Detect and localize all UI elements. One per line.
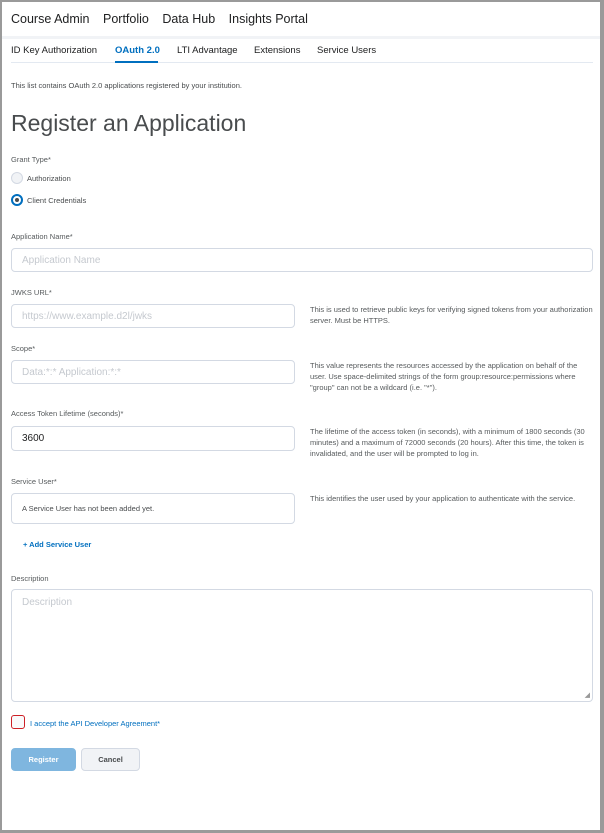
service-user-label: Service User* [11, 477, 57, 486]
tab-divider [11, 62, 593, 63]
nav-course-admin[interactable]: Course Admin [11, 12, 90, 26]
resize-handle-icon[interactable]: ◢ [584, 692, 590, 699]
token-lifetime-help: The lifetime of the access token (in seconds), with a minimum of 1800 seconds (30 minutes) and a maximum of 72000 seconds (20 hours). After this time, the token is invalidated, and the user will be prompted to log in. [310, 427, 585, 458]
active-tab-indicator [115, 61, 158, 63]
scope-input[interactable]: Data:*:* Application:*:* [11, 360, 295, 384]
agreement-checkbox[interactable] [11, 715, 25, 729]
jwks-label: JWKS URL* [11, 288, 52, 297]
description-placeholder: Description [22, 597, 73, 608]
tab-extensions[interactable]: Extensions [254, 45, 301, 56]
app-name-input[interactable]: Application Name [11, 248, 593, 272]
cancel-button[interactable]: Cancel [81, 748, 140, 771]
radio-authorization[interactable] [11, 172, 23, 184]
radio-client-credentials-label[interactable]: Client Credentials [27, 196, 87, 205]
nav-data-hub[interactable]: Data Hub [162, 12, 216, 26]
description-textarea[interactable] [11, 589, 593, 702]
scope-label: Scope* [11, 344, 36, 353]
scope-help: This value represents the resources accessed by the application on behalf of the user. Use space-delimited strings of the form group:resource:permissions where "group" can not be a wildcard (i.e. "*"). [310, 361, 578, 392]
page [2, 2, 600, 830]
info-text: This list contains OAuth 2.0 applications registered by your institution. [11, 81, 242, 90]
token-lifetime-input[interactable]: 3600 [11, 426, 295, 451]
nav-insights-portal[interactable]: Insights Portal [228, 12, 308, 26]
tab-oauth-2[interactable]: OAuth 2.0 [115, 45, 160, 56]
add-service-user-link[interactable]: + Add Service User [23, 540, 92, 549]
grant-type-label: Grant Type* [11, 155, 51, 164]
nav-portfolio[interactable]: Portfolio [103, 12, 149, 26]
token-lifetime-label: Access Token Lifetime (seconds)* [11, 409, 124, 418]
nav-divider [2, 36, 600, 39]
service-user-box: A Service User has not been added yet. [11, 493, 295, 524]
top-nav [11, 12, 318, 26]
radio-client-credentials[interactable] [11, 194, 23, 206]
service-user-help: This identifies the user used by your application to authenticate with the service. [310, 494, 576, 503]
page-title: Register an Application [11, 110, 247, 136]
app-name-label: Application Name* [11, 232, 73, 241]
tab-id-key-authorization[interactable]: ID Key Authorization [11, 45, 98, 56]
jwks-help: This is used to retrieve public keys for verifying signed tokens from your authorization server. Must be HTTPS. [310, 305, 593, 325]
tab-lti-advantage[interactable]: LTI Advantage [177, 45, 238, 56]
radio-authorization-label[interactable]: Authorization [27, 174, 71, 183]
jwks-url-input[interactable]: https://www.example.d2l/jwks [11, 304, 295, 328]
register-button[interactable]: Register [11, 748, 76, 771]
description-label: Description [11, 574, 49, 583]
tab-service-users[interactable]: Service Users [317, 45, 377, 56]
agreement-label[interactable]: I accept the API Developer Agreement* [30, 719, 161, 728]
